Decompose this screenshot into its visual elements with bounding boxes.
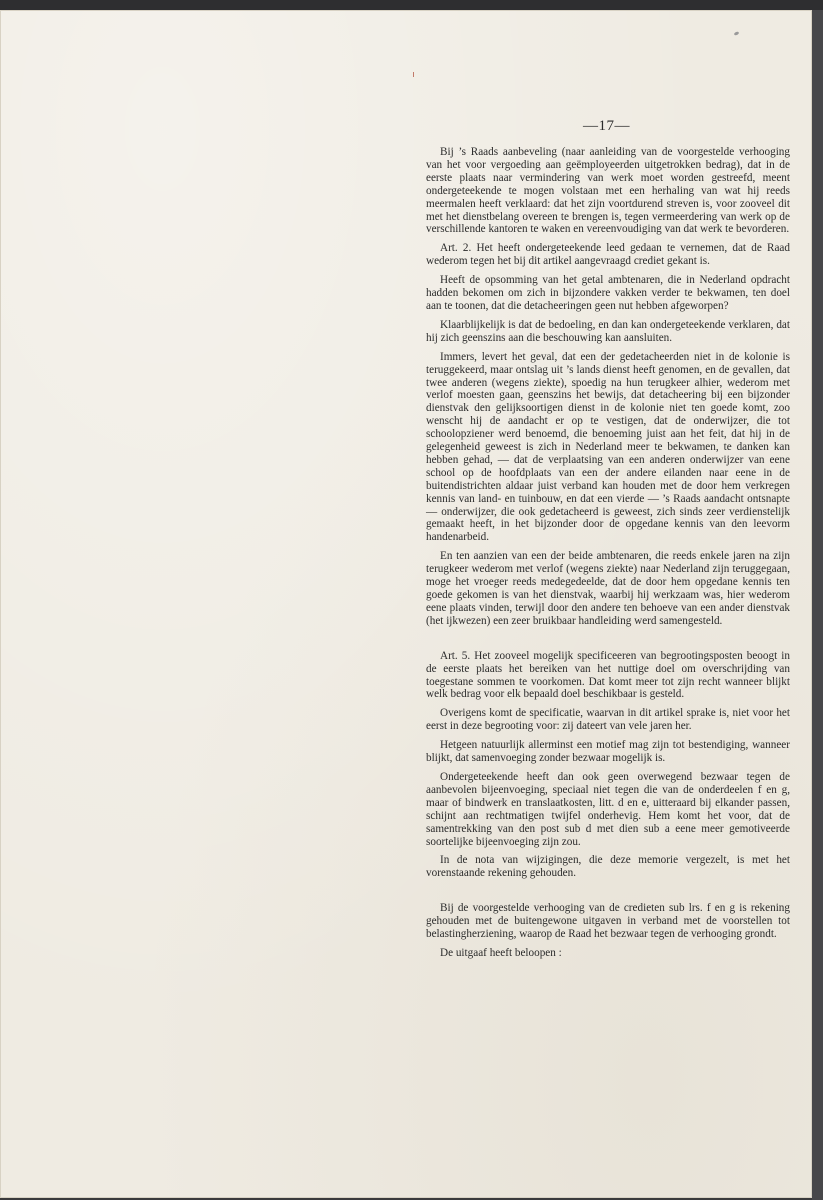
scan-background-top — [0, 0, 823, 10]
paper-mark — [413, 72, 414, 77]
paragraph-immers: Immers, levert het geval, dat een der gedetacheerden niet in de kolonie is teruggekeerd, maar ontslag uit ’s lands dienst heeft genomen, en de gevallen, dat twee anderen (wegens ziekte), spoedig na hun terugkeer alhier, wederom met verlof moesten gaan, geenszins het bewijs, dat detacheering bij een bijzonder dienstvak den gelijksoortigen dienst in de kolonie niet ten goede komt, zoo wenscht hij de aandacht er op te vestigen, dat de onderwijzer, die tot schoolopziener werd benoemd, die benoeming juist aan het feit, dat hij in de gelegenheid geweest is zich in Nederland meer te bekwamen, te danken kan hebben gehad, — dat de verplaatsing van een anderen onderwijzer van eene school op de hoofdplaats van een der andere eilanden naar eene in de buitendistrichten aldaar juist verband kan houden met de door hem verkregen kennis van land- en tuinbouw, en dat een vierde — ’s Raads aandacht ontsnapte — onderwijzer, die ook gedetacheerd is geweest, zich sinds zeer verdienstelijk gemaakt heeft, in het bijzonder door de opgedane kennis van den leevorm handenarbeid. — [426, 350, 790, 544]
paragraph-hetgeen: Hetgeen natuurlijk allerminst een motief mag zijn tot bestendiging, wanneer blijkt, dat samenvoeging zonder bezwaar mogelijk is. — [426, 739, 790, 765]
text-column — [426, 146, 790, 966]
paper-speck — [734, 31, 740, 36]
paragraph-voorgestelde-verhooging: Bij de voorgestelde verhooging van de credieten sub lrs. f en g is rekening gehouden met de buitengewone uitgaven in verband met de voorstellen tot belastingherziening, waarop de Raad het bezwaar tegen de verhooging grondt. — [426, 902, 790, 941]
paragraph-opsomming: Heeft de opsomming van het getal ambtenaren, die in Nederland opdracht hadden bekomen om zich in bijzondere vakken verder te bekwamen, ten doel aan te toonen, dat die detacheeringen geen nut hebben afgeworpen? — [426, 274, 790, 312]
paragraph-klaarblijkelijk: Klaarblijkelijk is dat de bedoeling, en dan kan ondergeteekende verklaren, dat hij zich geenszins aan die beschouwing kan aansluiten. — [426, 318, 790, 344]
paragraph-art-2: Art. 2. Het heeft ondergeteekende leed gedaan te vernemen, dat de Raad wederom tegen het bij dit artikel aangevraagd crediet gekant is. — [426, 242, 790, 268]
paragraph-ondergeteekende: Ondergeteekende heeft dan ook geen overwegend bezwaar tegen de aanbevolen bijeenvoeging, speciaal niet tegen die van de onderdeelen f en g, maar of bindwerk en translaatkosten, litt. d en e, uitteraard bij elkander passen, schijnt aan rechtmatigen twijfel onderhevig. Hem komt het voor, dat de samentrekking van den post sub d met dien sub a eene meer gemotiveerde soortelijke bijeenvoeging zijn zou. — [426, 770, 790, 848]
scan-background-edge — [812, 10, 823, 1200]
document-page — [0, 10, 812, 1198]
paragraph-raads-aanbeveling: Bij ’s Raads aanbeveling (naar aanleiding van de voorgestelde verhooging van het voor vergoeding aan geëmployeerden uitgetrokken bedrag), dat in de eerste plaats naar vermindering van werk moet worden gestreefd, meent ondergeteekende te mogen volstaan met een herhaling van wat hij reeds meermalen heeft verklaard: dat het zijn voortdurend streven is, voor zooveel dit met het dienstbelang overeen te brengen is, tegen vermeerdering van werk op de verschillende kantoren te waken en vereenvoudiging van dat werk te bevorderen. — [426, 146, 790, 236]
paragraph-uitgaaf: De uitgaaf heeft beloopen : — [440, 946, 562, 959]
paragraph-overigens: Overigens komt de specificatie, waarvan in dit artikel sprake is, niet voor het eerst in deze begrooting voor: zij dateert van vele jaren her. — [426, 707, 790, 733]
paragraph-art-5: Art. 5. Het zooveel mogelijk specificeeren van begrootingsposten beoogt in de eerste plaats het bereiken van het nuttige doel om overschrijding van toegestane sommen te voorkomen. Dat komt meer tot zijn recht wanneer blijkt welk bedrag voor elk bepaald doel beschikbaar is gesteld. — [426, 649, 790, 701]
page-number: —17— — [583, 118, 630, 134]
paragraph-nota-van-wijzigingen: In de nota van wijzigingen, die deze memorie vergezelt, is met het vorenstaande rekening gehouden. — [426, 854, 790, 880]
paragraph-ten-aanzien: En ten aanzien van een der beide ambtenaren, die reeds enkele jaren na zijn terugkeer wederom met verlof (wegens ziekte) naar Nederland zijn teruggegaan, moge het vroeger reeds medegedeelde, dat de door hem opgedane kennis ten goede gekomen is van het dienstvak, waarbij hij werkzaam was, hier wederom eene plaats vinden, terwijl door den andere ten behoeve van een ander dienstvak (het ijkwezen) een zeer bruikbaar handleiding werd samengesteld. — [426, 550, 790, 627]
